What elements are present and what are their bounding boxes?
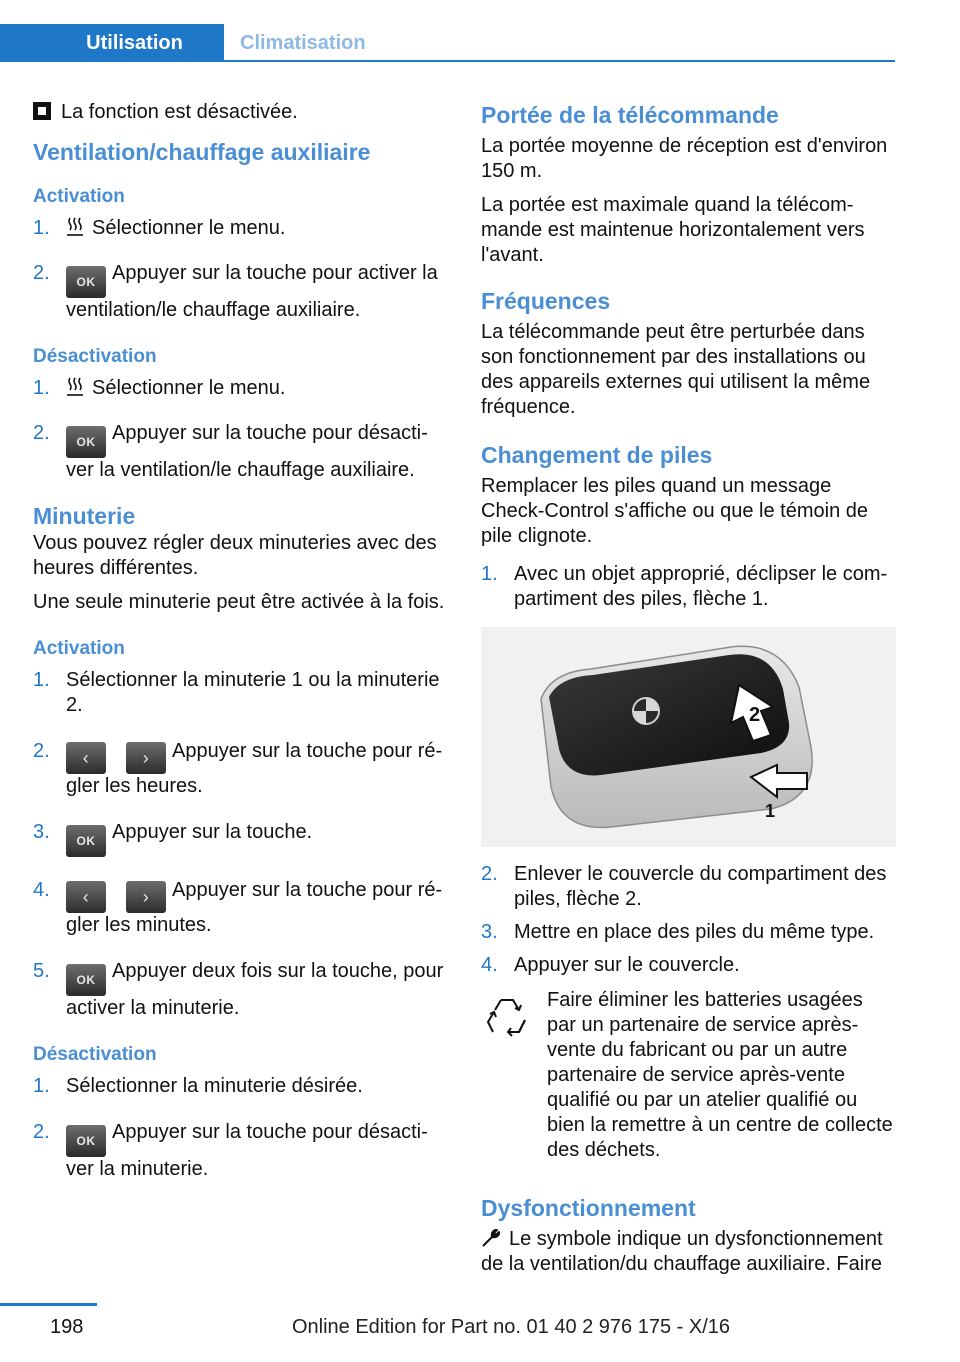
recycle-note: Faire éliminer les batteries usagées par un partenaire de service après-vente du fabricant ou par un autre partenaire de service après-vente qualifié ou par un atelier qualifié ou bien la remettre à un centre de collecte des déchets.	[481, 988, 896, 1163]
list-item: 2. OK Appuyer sur la touche pour désactiver la ventilation/le chauffage auxiliaire.	[33, 422, 428, 481]
list-item: 3. OK Appuyer sur la touche.	[33, 820, 445, 857]
heating-icon	[66, 376, 84, 398]
key-battery-figure	[481, 627, 896, 847]
list-item: 1. Sélectionner le menu.	[33, 217, 286, 239]
timer-paragraph: Vous pouvez régler deux minuteries avec des heures différentes.	[33, 532, 437, 579]
wrench-icon	[481, 1228, 501, 1248]
intro-line: La fonction est désactivée.	[33, 100, 445, 125]
range-paragraph: La portée moyenne de réception est d'environ 150 m.	[481, 135, 888, 182]
arrow-left-button[interactable]: ‹	[66, 742, 106, 774]
recycle-icon	[481, 992, 533, 1044]
timer-deactivation-title: Désactivation	[33, 1044, 157, 1065]
list-item: 1. Avec un objet approprié, déclipser le compartiment des piles, flèche 1.	[481, 563, 888, 610]
right-column	[481, 100, 896, 1277]
timer-title: Minuterie	[33, 503, 136, 529]
ok-button[interactable]: OK	[66, 964, 106, 996]
timer-paragraph: Une seule minuterie peut être activée à la fois.	[33, 591, 445, 613]
range-title: Portée de la télécommande	[481, 102, 779, 128]
malfunction-title: Dysfonctionnement	[481, 1195, 696, 1221]
list-item: 1. Sélectionner la minuterie désirée.	[33, 1075, 363, 1097]
list-item: 1. Sélectionner le menu.	[33, 377, 286, 399]
heating-icon	[66, 216, 84, 238]
timer-deactivation-steps	[33, 1074, 445, 1182]
list-item: 2. Enlever le couvercle du compartiment des piles, flèche 2.	[481, 863, 887, 910]
battery-title: Changement de piles	[481, 442, 713, 468]
frequencies-paragraph: La télécommande peut être perturbée dans son fonctionnement par des installations ou des appareils externes qui utilisent la même fréquence.	[481, 321, 871, 418]
ok-button[interactable]: OK	[66, 825, 106, 857]
range-paragraph: La portée est maximale quand la télécommande est maintenue horizontalement vers l'avant.	[481, 194, 865, 266]
ok-button[interactable]: OK	[66, 426, 106, 458]
timer-activation-title: Activation	[33, 638, 125, 659]
deactivation-title: Désactivation	[33, 346, 157, 367]
battery-step-1	[481, 562, 896, 612]
malfunction-paragraph: Le symbole indique un dysfonctionnement de la ventilation/du chauffage auxiliaire. Faire	[481, 1228, 883, 1275]
battery-steps-after	[481, 862, 896, 978]
left-column	[33, 100, 445, 1182]
svg-text:1: 1	[765, 801, 776, 821]
ok-button[interactable]: OK	[66, 266, 106, 298]
list-item: 2. ‹ › Appuyer sur la touche pour régler les heures.	[33, 740, 443, 797]
arrow-right-button[interactable]: ›	[126, 881, 166, 913]
chapter-header	[0, 24, 895, 62]
timer-activation-steps	[33, 668, 445, 1021]
activation-steps	[33, 216, 445, 323]
arrow-left-button[interactable]: ‹	[66, 881, 106, 913]
battery-paragraph: Remplacer les piles quand un message Check-Control s'affiche ou que le témoin de pile clignote.	[481, 475, 869, 547]
arrow-right-button[interactable]: ›	[126, 742, 166, 774]
list-item: 1. Sélectionner la minuterie 1 ou la minuterie 2.	[33, 669, 440, 716]
activation-title: Activation	[33, 186, 125, 207]
ventilation-title: Ventilation/chauffage auxiliaire	[33, 139, 371, 165]
list-item: 4. ‹ › Appuyer sur la touche pour régler les minutes.	[33, 879, 443, 936]
tab-utilisation[interactable]: Utilisation	[0, 24, 224, 62]
list-item: 3. Mettre en place des piles du même type.	[481, 921, 875, 943]
svg-text:2: 2	[749, 704, 761, 726]
page-number: 198	[50, 1316, 84, 1338]
frequencies-title: Fréquences	[481, 288, 611, 314]
tab-climatisation[interactable]: Climatisation	[240, 31, 366, 54]
ok-button[interactable]: OK	[66, 1125, 106, 1157]
list-item: 4. Appuyer sur le couvercle.	[481, 954, 740, 976]
list-item: 2. OK Appuyer sur la touche pour activer la ventilation/le chauffage auxiliaire.	[33, 262, 438, 321]
function-off-icon	[33, 102, 51, 120]
footer-rule	[0, 1303, 97, 1306]
edition-footer: Online Edition for Part no. 01 40 2 976 175 - X/16	[291, 1316, 731, 1338]
car-key-illustration	[481, 627, 896, 847]
list-item: 5. OK Appuyer deux fois sur la touche, pour activer la minuterie.	[33, 960, 444, 1019]
deactivation-steps	[33, 376, 445, 483]
list-item: 2. OK Appuyer sur la touche pour désactiver la minuterie.	[33, 1121, 428, 1180]
